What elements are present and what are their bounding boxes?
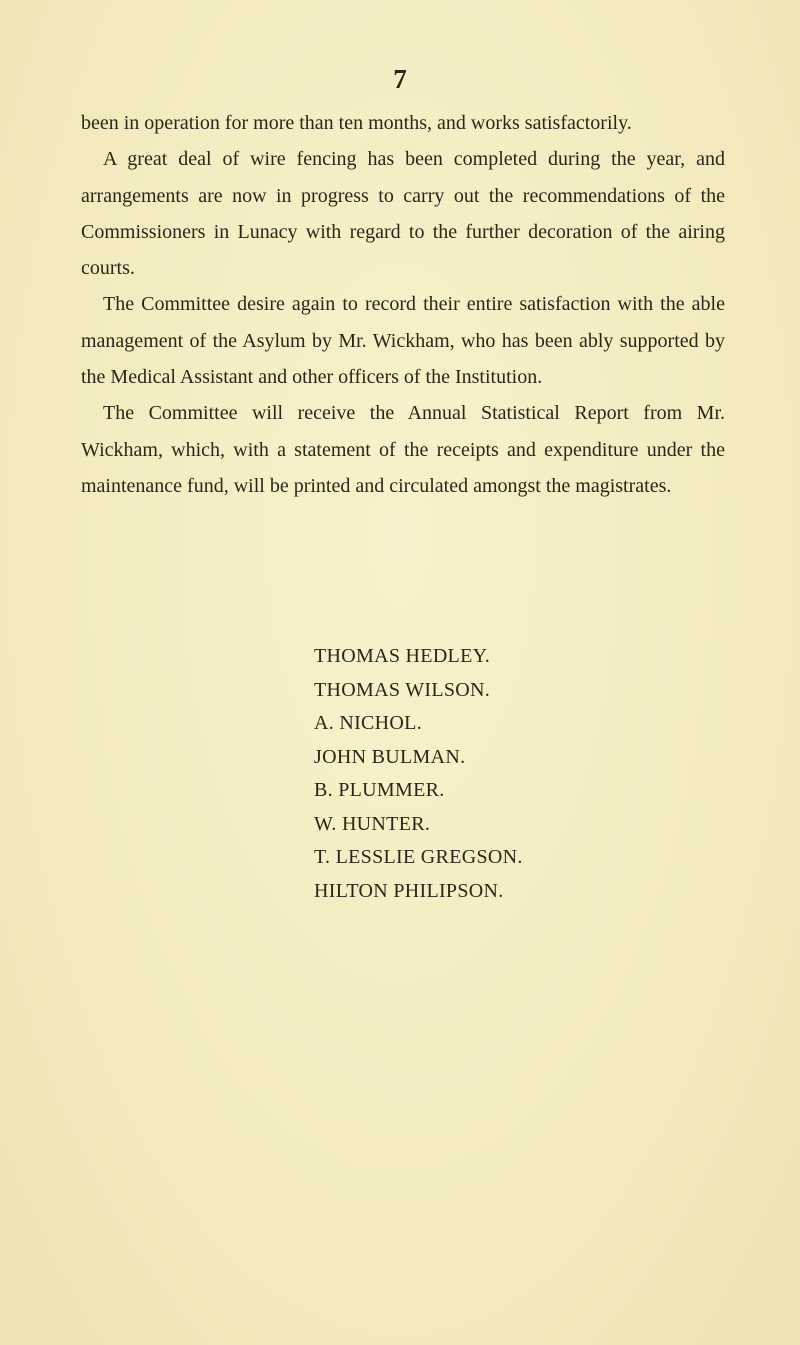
- signatory-name: THOMAS HEDLEY.: [314, 645, 491, 667]
- signatory-name: THOMAS WILSON.: [314, 678, 491, 701]
- paragraph-statistical-report: The Committee will receive the Annual Statistical Report from Mr. Wickham, which, with a statement of the receipts and expenditure under the maintenance fund, will be printed and circulated amongst the magistrates.: [81, 402, 725, 497]
- paragraph-satisfaction: The Committee desire again to record their entire satisfaction with the able management of the Asylum by Mr. Wickham, who has been ably supported by the Medical Assistant and other officers of the Institution.: [81, 293, 725, 389]
- signatory-name: B. PLUMMER.: [314, 779, 445, 801]
- signatory-name: JOHN BULMAN.: [314, 745, 466, 768]
- paragraph-continuation: been in operation for more than ten months, and works satisfactorily.: [81, 112, 632, 134]
- signatory-name: T. LESSLIE GREGSON.: [314, 846, 523, 868]
- signatory-name: HILTON PHILIPSON.: [314, 879, 504, 902]
- paragraph-wire-fencing: A great deal of wire fencing has been completed during the year, and arrangements are now in progress to carry out the recommendations of the Commissioners in Lunacy with regard to the further decoration of the airing courts.: [81, 148, 725, 280]
- signatory-name: W. HUNTER.: [314, 812, 431, 835]
- signature-list: [314, 640, 523, 908]
- body-text: [81, 105, 725, 504]
- signatory-name: A. NICHOL.: [314, 712, 422, 734]
- page-number: 7: [393, 64, 407, 94]
